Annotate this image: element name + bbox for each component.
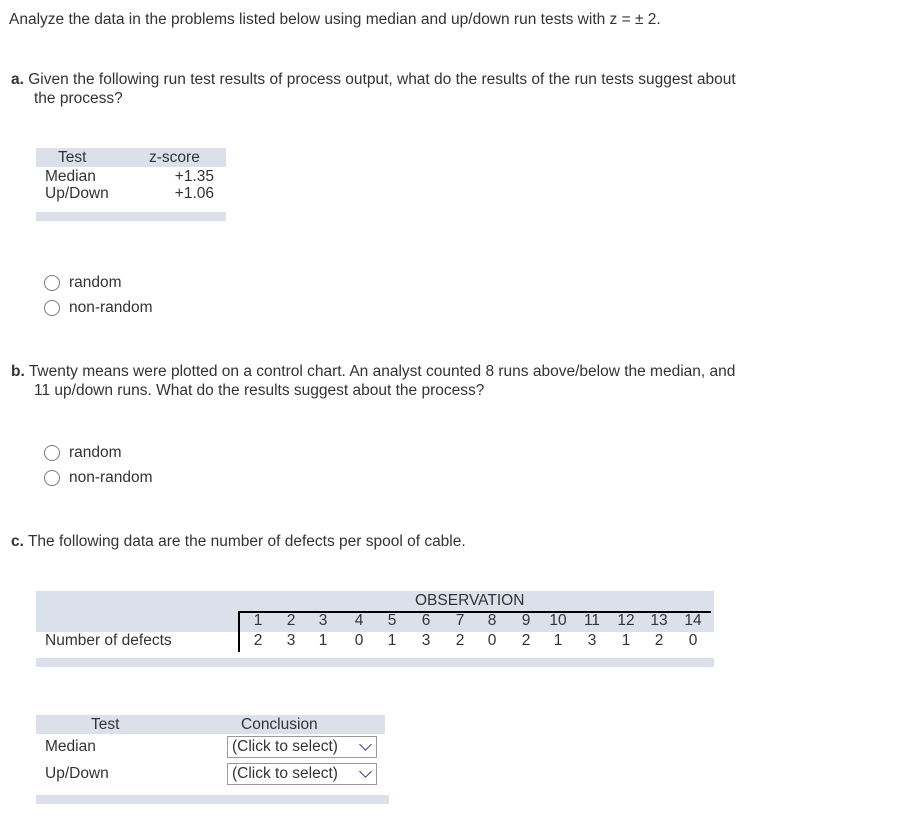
defect-value: 1	[621, 632, 631, 649]
conclusion-header-conclusion: Conclusion	[241, 716, 318, 733]
part-b-question-line2: 11 up/down runs. What do the results suggest about the process?	[34, 382, 485, 399]
defect-value: 2	[521, 632, 531, 649]
part-b-question	[11, 363, 735, 381]
observation-footer-bar	[36, 658, 714, 667]
row-test-updown: Up/Down	[45, 185, 109, 202]
defect-value: 3	[286, 632, 296, 649]
defect-value: 3	[421, 632, 431, 649]
conclusion-footer-bar	[36, 795, 389, 804]
defect-value: 2	[455, 632, 465, 649]
option-label: non-random	[69, 469, 153, 486]
part-a-letter: a.	[11, 71, 24, 88]
chevron-down-icon	[359, 765, 372, 778]
observation-number: 3	[318, 612, 328, 629]
row-test-median: Median	[45, 168, 96, 185]
select-value: (Click to select)	[232, 738, 338, 755]
defect-value: 1	[318, 632, 328, 649]
observation-rule	[238, 611, 711, 613]
chevron-down-icon	[359, 738, 372, 751]
z-score-table	[36, 148, 226, 204]
observation-number: 10	[549, 612, 567, 629]
defect-value: 2	[253, 632, 263, 649]
observation-number: 9	[521, 612, 531, 629]
part-b-option-non-random[interactable]	[44, 468, 153, 488]
defect-value: 0	[354, 632, 364, 649]
part-a-question-line1: Given the following run test results of process output, what do the results of the run tests suggest about	[28, 71, 736, 88]
observation-number: 1	[253, 612, 263, 629]
observation-number: 7	[455, 612, 465, 629]
observation-number: 13	[650, 612, 668, 629]
instructions-text: Analyze the data in the problems listed below using median and up/down run tests with z = ± 2.	[9, 11, 661, 28]
table-row	[36, 167, 226, 185]
part-a-question-line2: the process?	[34, 90, 123, 107]
option-label: non-random	[69, 299, 153, 316]
radio-button[interactable]	[44, 445, 60, 461]
table-row	[36, 185, 226, 204]
radio-button[interactable]	[44, 470, 60, 486]
part-b-letter: b.	[11, 363, 25, 380]
observation-number: 11	[583, 612, 601, 629]
part-c-letter: c.	[11, 533, 24, 550]
select-value: (Click to select)	[232, 765, 338, 782]
table-footer-bar	[36, 212, 226, 221]
conclusion-row-updown: Up/Down	[45, 765, 109, 782]
option-label: random	[69, 274, 122, 291]
observation-label: OBSERVATION	[415, 592, 525, 609]
observation-left-rule	[238, 611, 240, 652]
defect-value: 0	[688, 632, 698, 649]
conclusion-header-test: Test	[91, 716, 120, 733]
radio-button[interactable]	[44, 275, 60, 291]
header-test: Test	[58, 149, 87, 166]
observation-number: 8	[487, 612, 497, 629]
z-score-table-header	[36, 148, 226, 167]
defect-value: 0	[487, 632, 497, 649]
defects-row-label: Number of defects	[45, 632, 172, 649]
header-z-score: z-score	[149, 149, 200, 166]
updown-conclusion-select[interactable]	[227, 763, 377, 785]
conclusion-row-median: Median	[45, 738, 96, 755]
defect-value: 3	[587, 632, 597, 649]
median-conclusion-select[interactable]	[227, 736, 377, 758]
defect-value: 1	[387, 632, 397, 649]
defect-value: 1	[553, 632, 563, 649]
row-z-median: +1.35	[174, 168, 214, 185]
observation-number: 14	[684, 612, 702, 629]
observation-number: 6	[421, 612, 431, 629]
conclusion-table-header	[36, 715, 385, 734]
part-b-option-random[interactable]	[44, 443, 122, 463]
observation-number: 5	[387, 612, 397, 629]
part-b-question-line1: Twenty means were plotted on a control chart. An analyst counted 8 runs above/below the median, and	[28, 363, 736, 380]
part-a-question	[11, 71, 736, 89]
observation-number: 2	[286, 612, 296, 629]
observation-number: 4	[354, 612, 364, 629]
part-c-question	[11, 533, 466, 551]
part-a-option-non-random[interactable]	[44, 298, 153, 318]
part-c-question-text: The following data are the number of defects per spool of cable.	[27, 533, 466, 550]
radio-button[interactable]	[44, 300, 60, 316]
row-z-updown: +1.06	[174, 185, 214, 202]
part-a-option-random[interactable]	[44, 273, 122, 293]
option-label: random	[69, 444, 122, 461]
observation-number: 12	[617, 612, 635, 629]
defect-value: 2	[654, 632, 664, 649]
